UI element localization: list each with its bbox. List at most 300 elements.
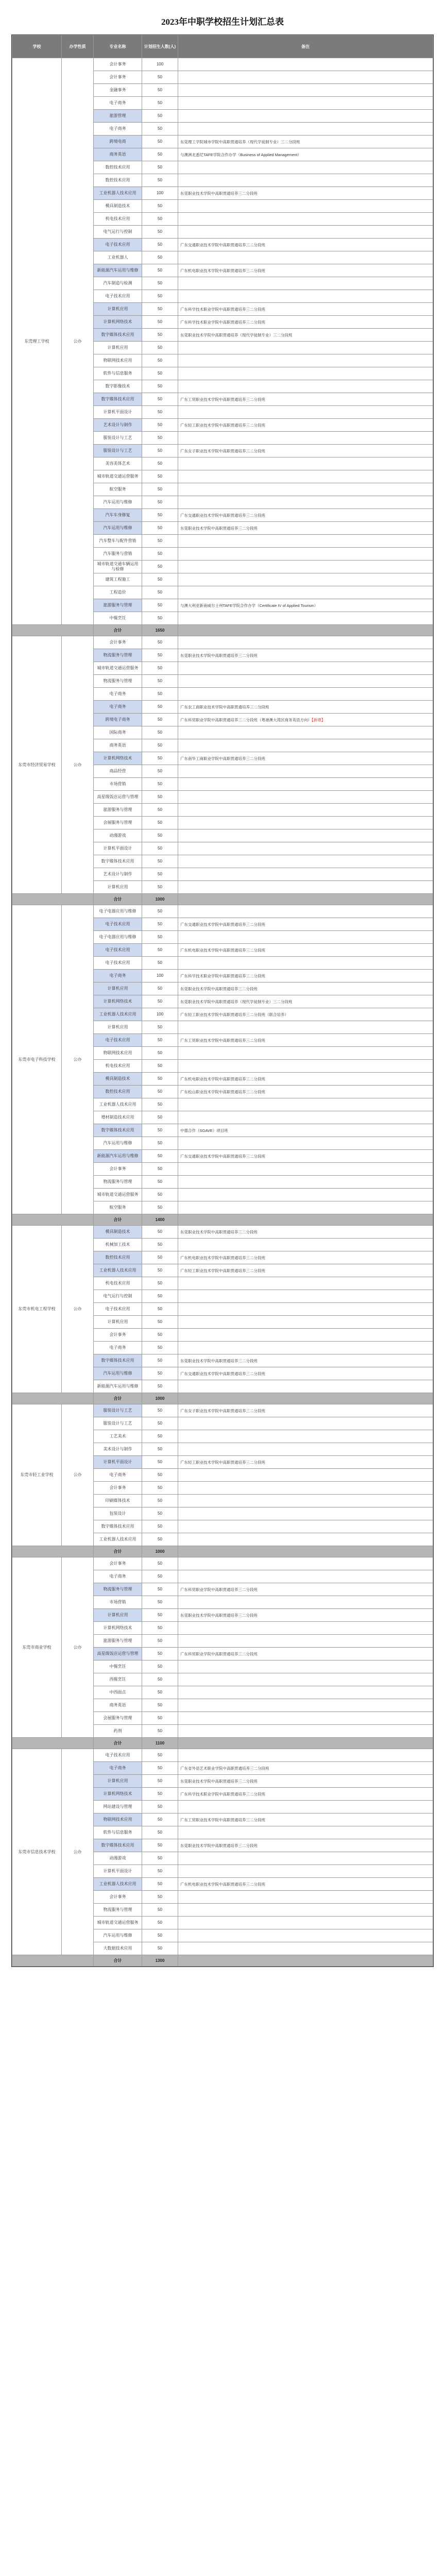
school-name: 东莞市经济贸易学校 [12, 636, 62, 894]
major-name: 会计事务 [94, 1163, 142, 1176]
note-text: 广东科贸职业学院中高职贯通培养三二分段班（粤港澳大湾区商务英语方向） [180, 717, 312, 722]
school-type: 公办 [62, 905, 94, 1214]
plan-count: 50 [142, 367, 178, 380]
note-text: 广东交通职业技术学院中高职贯通培养三二分段班 [180, 1371, 265, 1376]
note-cell [178, 1430, 433, 1443]
note-cell [178, 905, 433, 918]
note-text: 东莞职业技术学院中高职贯通培养三二分段班 [180, 191, 258, 196]
plan-count: 50 [142, 1021, 178, 1034]
note-text: 东莞职业技术学院中高职贯通培养三二分段班 [180, 526, 258, 531]
plan-count: 50 [142, 226, 178, 239]
plan-count: 50 [142, 251, 178, 264]
note-cell [178, 636, 433, 649]
major-name: 电子商务 [94, 701, 142, 714]
subtotal-blank [12, 1214, 94, 1226]
note-cell [178, 1277, 433, 1290]
major-name: 会展服务与管理 [94, 1712, 142, 1725]
note-cell [178, 599, 433, 612]
school-name: 东莞市机电工程学校 [12, 1226, 62, 1393]
plan-count: 50 [142, 535, 178, 548]
note-text: 广东科学技术职业学院中高职贯通培养三二分段班 [180, 319, 265, 325]
subtotal-blank [12, 1546, 94, 1557]
note-text: 与澳洲北悉尼TAFE学院合作办学（Business of Applied Management） [180, 152, 301, 157]
major-name: 商务英语 [94, 1699, 142, 1712]
plan-count: 50 [142, 393, 178, 406]
note-text: 广东科学技术职业学院中高职贯通培养三二分段班 [180, 973, 265, 978]
plan-count: 50 [142, 791, 178, 804]
major-name: 电子电器应用与维修 [94, 931, 142, 944]
major-name: 电子商务 [94, 97, 142, 110]
plan-count: 50 [142, 1073, 178, 1086]
plan-count: 50 [142, 123, 178, 135]
plan-count: 50 [142, 329, 178, 342]
plan-count: 50 [142, 1251, 178, 1264]
note-cell [178, 675, 433, 688]
plan-count: 50 [142, 765, 178, 778]
major-name: 计算机应用 [94, 1775, 142, 1788]
plan-count: 50 [142, 1533, 178, 1546]
plan-count: 50 [142, 161, 178, 174]
note-cell [178, 817, 433, 829]
plan-count: 50 [142, 97, 178, 110]
note-text: 广东女子职业技术学院中高职贯通培养三二分段班 [180, 1408, 265, 1413]
major-name: 计算机应用 [94, 1316, 142, 1329]
note-text: 东莞职业技术学院中高职贯通培养三二分段班 [180, 1358, 258, 1363]
note-text: 东莞职业技术学院中高职贯通培养（现代学徒制专业）三二分段班 [180, 999, 293, 1004]
major-name: 计算机平面设计 [94, 1865, 142, 1878]
major-name: 会计事务 [94, 1891, 142, 1904]
note-cell [178, 470, 433, 483]
note-cell [178, 200, 433, 213]
note-cell [178, 1673, 433, 1686]
note-cell [178, 1239, 433, 1251]
major-name: 计算机平面设计 [94, 406, 142, 419]
plan-count: 50 [142, 905, 178, 918]
major-name: 电子商务 [94, 1342, 142, 1354]
subtotal-label: 合计 [94, 1546, 142, 1557]
note-text: 东莞职业技术学院中高职贯通培养三二分段班 [180, 1778, 258, 1784]
note-cell [178, 1865, 433, 1878]
major-name: 高星级饭店运营与管理 [94, 1648, 142, 1660]
note-cell [178, 714, 433, 726]
note-cell [178, 406, 433, 419]
major-name: 城市轨道交通运营服务 [94, 662, 142, 675]
note-cell [178, 1686, 433, 1699]
plan-count: 50 [142, 829, 178, 842]
note-text: 广东轻工职业技术学院中高职贯通培养三二分段班 [180, 1268, 265, 1273]
plan-count: 50 [142, 1635, 178, 1648]
plan-count: 50 [142, 380, 178, 393]
major-name: 电子技术应用 [94, 1749, 142, 1762]
note-cell [178, 548, 433, 561]
note-cell [178, 1891, 433, 1904]
plan-count: 50 [142, 1609, 178, 1622]
major-name: 物联网技术应用 [94, 1047, 142, 1060]
subtotal-value: 1650 [142, 625, 178, 636]
note-cell [178, 1073, 433, 1086]
plan-count: 50 [142, 277, 178, 290]
major-name: 国际商务 [94, 726, 142, 739]
note-cell [178, 213, 433, 226]
note-cell [178, 239, 433, 251]
plan-count: 100 [142, 187, 178, 200]
plan-count: 50 [142, 855, 178, 868]
note-text: 广东轻工职业技术学院中高职贯通培养三二分段班 [180, 422, 265, 428]
note-cell [178, 1034, 433, 1047]
plan-count: 50 [142, 342, 178, 354]
plan-count: 50 [142, 110, 178, 123]
note-text: 中德合作（SGAVE）项目班 [180, 1128, 228, 1133]
major-name: 模具制造技术 [94, 1226, 142, 1239]
note-text: 广东省外语艺术职业学院中高职贯通培养三二分段班 [180, 1766, 269, 1771]
subtotal-row [12, 1214, 433, 1226]
subtotal-value: 1000 [142, 1546, 178, 1557]
plan-count: 50 [142, 419, 178, 432]
plan-count: 50 [142, 1201, 178, 1214]
note-text: 广东轻工职业技术学院中高职贯通培养三二分段班（联合培养） [180, 1012, 288, 1017]
plan-count: 50 [142, 1699, 178, 1712]
note-cell [178, 1570, 433, 1583]
plan-count: 50 [142, 1380, 178, 1393]
plan-count: 50 [142, 1712, 178, 1725]
plan-table-wrap [11, 35, 434, 1967]
note-cell [178, 791, 433, 804]
table-row [12, 905, 433, 918]
note-cell [178, 561, 433, 573]
note-cell [178, 982, 433, 995]
note-cell [178, 1176, 433, 1189]
note-text: 广东女子职业技术学院中高职贯通培养三二分段班 [180, 448, 265, 453]
note-cell [178, 1507, 433, 1520]
school-type: 公办 [62, 636, 94, 894]
subtotal-label: 合计 [94, 625, 142, 636]
plan-count: 50 [142, 1891, 178, 1904]
subtotal-label: 合计 [94, 1214, 142, 1226]
subtotal-row [12, 625, 433, 636]
note-cell [178, 995, 433, 1008]
major-name: 高星级饭店运营与管理 [94, 791, 142, 804]
note-text: 广东机电职业技术学院中高职贯通培养三二分段班 [180, 268, 265, 273]
plan-count: 50 [142, 1111, 178, 1124]
note-cell [178, 1189, 433, 1201]
plan-count: 50 [142, 1034, 178, 1047]
subtotal-row [12, 1393, 433, 1404]
major-name: 数控技术应用 [94, 161, 142, 174]
note-cell [178, 1775, 433, 1788]
note-cell [178, 1648, 433, 1660]
note-cell [178, 1456, 433, 1469]
major-name: 数字媒体技术应用 [94, 393, 142, 406]
note-cell [178, 1814, 433, 1826]
note-cell [178, 752, 433, 765]
plan-count: 50 [142, 1495, 178, 1507]
major-name: 会计事务 [94, 636, 142, 649]
school-name: 东莞市轻工业学校 [12, 1404, 62, 1546]
major-name: 工业机器人技术应用 [94, 1098, 142, 1111]
note-cell [178, 1047, 433, 1060]
subtotal-row [12, 1546, 433, 1557]
plan-count: 50 [142, 432, 178, 445]
note-text: 广东机电职业技术学院中高职贯通培养三二分段班 [180, 1882, 265, 1887]
major-name: 计算机应用 [94, 342, 142, 354]
note-cell [178, 1749, 433, 1762]
major-name: 美术设计与制作 [94, 1443, 142, 1456]
plan-count: 50 [142, 1176, 178, 1189]
note-cell [178, 701, 433, 714]
subtotal-label: 合计 [94, 1738, 142, 1749]
school-type: 公办 [62, 1749, 94, 1955]
note-cell [178, 264, 433, 277]
major-name: 市场营销 [94, 1596, 142, 1609]
table-header-row [12, 36, 433, 58]
subtotal-blank [12, 1393, 94, 1404]
plan-count: 50 [142, 1226, 178, 1239]
plan-count: 50 [142, 1316, 178, 1329]
note-cell [178, 944, 433, 957]
note-cell [178, 855, 433, 868]
school-name: 东莞市信息技术学校 [12, 1749, 62, 1955]
major-name: 工业机器人技术应用 [94, 1878, 142, 1891]
note-cell [178, 58, 433, 71]
note-cell [178, 496, 433, 509]
plan-count: 50 [142, 1775, 178, 1788]
table-row [12, 1749, 433, 1762]
major-name: 物流服务与管理 [94, 1176, 142, 1189]
major-name: 城市轨道交通车辆运用与检修 [94, 561, 142, 573]
subtotal-blank [12, 1738, 94, 1749]
major-name: 物联网技术应用 [94, 354, 142, 367]
plan-count: 50 [142, 1329, 178, 1342]
note-text: 广东松山职业技术学院中高职贯通培养三二分段班 [180, 1089, 265, 1094]
note-cell [178, 483, 433, 496]
note-cell [178, 726, 433, 739]
major-name: 商务英语 [94, 739, 142, 752]
plan-count: 50 [142, 931, 178, 944]
major-name: 计算机应用 [94, 881, 142, 894]
note-text: 广东农工商职业技术学院中高职贯通培养三二分段班 [180, 704, 269, 709]
note-cell [178, 918, 433, 931]
plan-count: 50 [142, 1749, 178, 1762]
major-name: 城市轨道交通运营服务 [94, 470, 142, 483]
note-text: 东莞理工学院城市学院中高职贯通培养（现代学徒制专业）三二分段班 [180, 139, 300, 144]
plan-count: 50 [142, 1942, 178, 1955]
major-name: 工业机器人 [94, 251, 142, 264]
plan-count: 50 [142, 1762, 178, 1775]
note-cell [178, 1290, 433, 1303]
note-cell [178, 1316, 433, 1329]
plan-count: 50 [142, 264, 178, 277]
major-name: 计算机应用 [94, 1609, 142, 1622]
major-name: 新能源汽车运用与维修 [94, 1380, 142, 1393]
note-cell [178, 1226, 433, 1239]
note-cell [178, 509, 433, 522]
major-name: 物流服务与管理 [94, 1583, 142, 1596]
plan-count: 50 [142, 714, 178, 726]
major-name: 数字影像技术 [94, 380, 142, 393]
major-name: 跨境电子商务 [94, 714, 142, 726]
plan-count: 50 [142, 1469, 178, 1482]
major-name: 电气运行与控制 [94, 1290, 142, 1303]
note-cell [178, 1201, 433, 1214]
plan-count: 50 [142, 1865, 178, 1878]
major-name: 新能源汽车运用与维修 [94, 1150, 142, 1163]
major-name: 会计事务 [94, 1557, 142, 1570]
major-name: 旅游管理 [94, 110, 142, 123]
major-name: 电子技术应用 [94, 1303, 142, 1316]
note-text: 东莞职业技术学院中高职贯通培养三二分段班 [180, 1843, 258, 1848]
plan-count: 50 [142, 354, 178, 367]
plan-count: 50 [142, 548, 178, 561]
plan-count: 50 [142, 1520, 178, 1533]
note-text: 广东科学技术职业学院中高职贯通培养三二分段班 [180, 1791, 265, 1797]
note-cell [178, 367, 433, 380]
note-text: 广东交通职业技术学院中高职贯通培养三二分段班 [180, 922, 265, 927]
note-cell [178, 778, 433, 791]
major-name: 服装设计与工艺 [94, 1417, 142, 1430]
note-text: 东莞职业技术学院中高职贯通培养三二分段班 [180, 1613, 258, 1618]
note-cell [178, 804, 433, 817]
major-name: 计算机应用 [94, 982, 142, 995]
note-cell [178, 1163, 433, 1176]
note-cell [178, 1635, 433, 1648]
note-cell [178, 1520, 433, 1533]
plan-count: 50 [142, 1622, 178, 1635]
table-body [12, 58, 433, 1967]
plan-count: 50 [142, 1137, 178, 1150]
plan-count: 50 [142, 881, 178, 894]
note-cell [178, 290, 433, 303]
note-text: 广东工贸职业技术学院中高职贯通培养三二分段班 [180, 1817, 265, 1822]
note-cell [178, 174, 433, 187]
note-cell [178, 1354, 433, 1367]
major-name: 艺术设计与制作 [94, 419, 142, 432]
note-cell [178, 1699, 433, 1712]
note-cell [178, 1557, 433, 1570]
major-name: 电气运行与控制 [94, 226, 142, 239]
note-cell [178, 612, 433, 625]
major-name: 航空服务 [94, 483, 142, 496]
plan-count: 50 [142, 1596, 178, 1609]
major-name: 电子商务 [94, 1570, 142, 1583]
plan-count: 50 [142, 1264, 178, 1277]
subtotal-row [12, 1738, 433, 1749]
subtotal-label: 合计 [94, 1955, 142, 1967]
major-name: 数字媒体技术应用 [94, 1520, 142, 1533]
plan-count: 50 [142, 1826, 178, 1839]
note-cell [178, 765, 433, 778]
major-name: 西餐烹饪 [94, 1673, 142, 1686]
major-name: 机电技术应用 [94, 213, 142, 226]
plan-count: 50 [142, 71, 178, 84]
plan-count: 50 [142, 1878, 178, 1891]
plan-count: 50 [142, 842, 178, 855]
major-name: 汽车运用与维修 [94, 496, 142, 509]
note-cell [178, 393, 433, 406]
note-text: 广东机电职业技术学院中高职贯通培养三二分段班 [180, 947, 265, 953]
note-cell [178, 354, 433, 367]
plan-count: 50 [142, 200, 178, 213]
major-name: 机械加工技术 [94, 1239, 142, 1251]
note-cell [178, 868, 433, 881]
major-name: 软件与信息服务 [94, 1826, 142, 1839]
major-name: 模具制造技术 [94, 200, 142, 213]
major-name: 电子技术应用 [94, 239, 142, 251]
note-cell [178, 662, 433, 675]
note-cell [178, 1852, 433, 1865]
note-cell [178, 1839, 433, 1852]
plan-count: 50 [142, 1443, 178, 1456]
major-name: 电子商务 [94, 123, 142, 135]
plan-count: 50 [142, 1060, 178, 1073]
plan-count: 50 [142, 1417, 178, 1430]
major-name: 电子商务 [94, 970, 142, 982]
major-name: 汽车整车与配件营销 [94, 535, 142, 548]
plan-count: 50 [142, 701, 178, 714]
subtotal-value: 1400 [142, 1214, 178, 1226]
plan-count: 100 [142, 970, 178, 982]
major-name: 包装设计 [94, 1507, 142, 1520]
plan-count: 50 [142, 239, 178, 251]
major-name: 工艺美术 [94, 1430, 142, 1443]
major-name: 数控技术应用 [94, 1251, 142, 1264]
note-text: 广东科学技术职业学院中高职贯通培养三二分段班 [180, 307, 265, 312]
note-cell [178, 1788, 433, 1801]
page-title: 2023年中职学校招生计划汇总表 [161, 17, 284, 27]
note-text: 东莞职业技术学院中高职贯通培养三二分段班 [180, 1229, 258, 1234]
major-name: 工程造价 [94, 586, 142, 599]
note-cell [178, 649, 433, 662]
note-cell [178, 457, 433, 470]
subtotal-row [12, 1955, 433, 1967]
note-cell [178, 1942, 433, 1955]
school-name: 东莞理工学校 [12, 58, 62, 625]
note-cell [178, 1469, 433, 1482]
plan-count: 50 [142, 778, 178, 791]
major-name: 机电技术应用 [94, 1277, 142, 1290]
note-cell [178, 1342, 433, 1354]
plan-count: 50 [142, 509, 178, 522]
major-name: 物联网技术应用 [94, 1814, 142, 1826]
subtotal-label: 合计 [94, 894, 142, 905]
major-name: 服装设计与工艺 [94, 432, 142, 445]
major-name: 汽车服务与营销 [94, 548, 142, 561]
note-cell [178, 1917, 433, 1929]
school-type: 公办 [62, 58, 94, 625]
school-name: 东莞市商业学校 [12, 1557, 62, 1738]
plan-count: 50 [142, 213, 178, 226]
note-cell [178, 161, 433, 174]
subtotal-blank [12, 625, 94, 636]
note-cell [178, 419, 433, 432]
school-type: 公办 [62, 1226, 94, 1393]
note-cell [178, 1533, 433, 1546]
plan-count: 50 [142, 1354, 178, 1367]
major-name: 电子电器应用与维修 [94, 905, 142, 918]
note-cell [178, 1264, 433, 1277]
header-school: 学校 [12, 36, 62, 58]
note-cell [178, 1904, 433, 1917]
major-name: 软件与信息服务 [94, 367, 142, 380]
note-cell [178, 829, 433, 842]
major-name: 跨境电商 [94, 135, 142, 148]
plan-count: 50 [142, 1404, 178, 1417]
plan-count: 50 [142, 1290, 178, 1303]
note-cell [178, 110, 433, 123]
major-name: 电子商务 [94, 688, 142, 701]
major-name: 印刷媒体技术 [94, 1495, 142, 1507]
note-cell [178, 881, 433, 894]
plan-count: 50 [142, 586, 178, 599]
